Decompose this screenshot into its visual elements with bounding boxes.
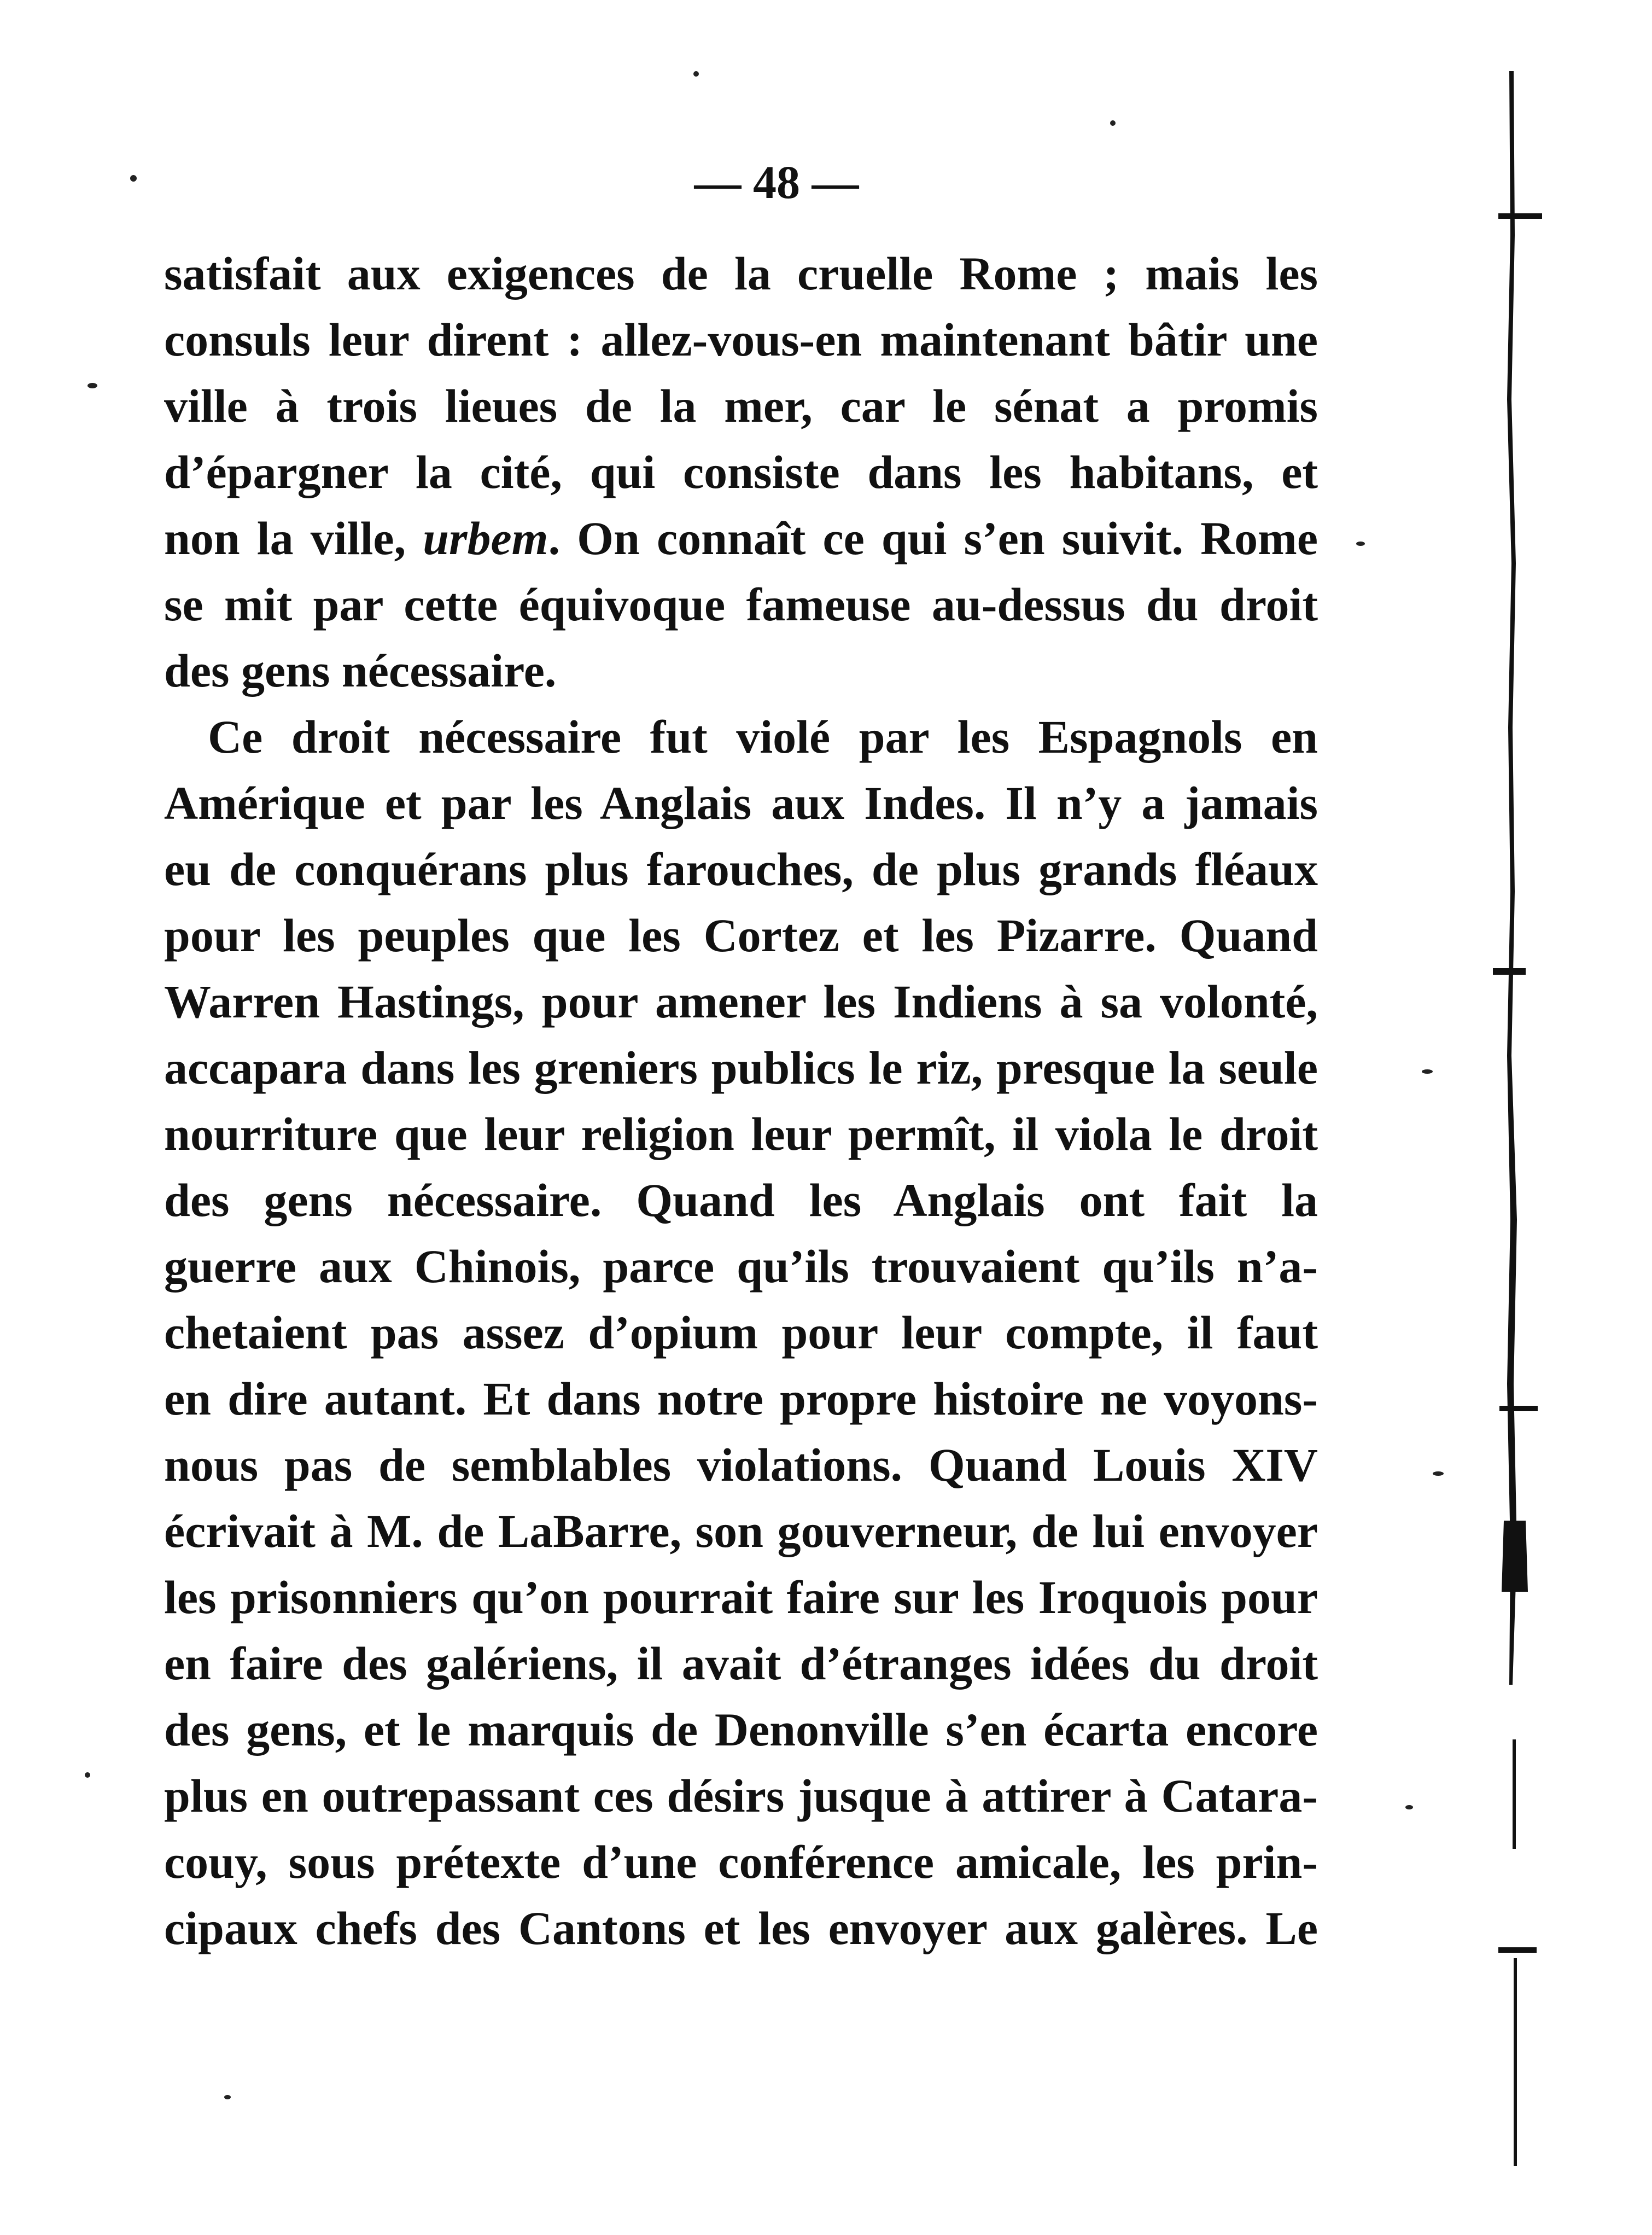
text-fragment: non la ville, [164,512,423,564]
text-line: d’épargner la cité, qui consiste dans les habitans, et [164,446,1318,498]
text-fragment: . On connaît ce qui s’en suivit. Rome [548,512,1318,564]
text-line: pour les peuples que les Cortez et les Pizarre. Quand [164,909,1318,962]
text-line: consuls leur dirent : allez-vous-en maintenant bâtir une [164,313,1318,366]
text-line: cipaux chefs des Cantons et les envoyer aux galères. Le [164,1902,1318,1954]
text-line: en dire autant. Et dans notre propre histoire ne voyons- [164,1372,1318,1425]
text-line: plus en outrepassant ces désirs jusque à attirer à Catara- [164,1770,1318,1822]
text-line: écrivait à M. de LaBarre, son gouverneur, de lui envoyer [164,1505,1318,1557]
scan-speck [224,2095,231,2099]
scan-speck [1433,1471,1444,1476]
scan-speck [1422,1069,1433,1074]
text-line: les prisonniers qu’on pourrait faire sur les Iroquois pour [164,1571,1318,1623]
text-line: se mit par cette équivoque fameuse au-dessus du droit [164,578,1318,631]
text-line: des gens nécessaire. [164,644,557,697]
text-line-with-italic [164,505,1318,572]
text-line: eu de conquérans plus farouches, de plus grands fléaux [164,843,1318,895]
text-line: chetaient pas assez d’opium pour leur compte, il faut [164,1306,1318,1359]
text-line: des gens nécessaire. Quand les Anglais ont fait la [164,1174,1318,1226]
text-line: couy, sous prétexte d’une conférence amicale, les prin- [164,1836,1318,1888]
paragraph-start: Ce droit nécessaire fut violé par les Espagnols en [208,711,1318,763]
italic-word: urbem [423,512,548,564]
scan-speck [85,1772,90,1778]
scan-speck [1110,120,1116,126]
text-line: guerre aux Chinois, parce qu’ils trouvaient qu’ils n’a- [164,1240,1318,1293]
scan-speck [1405,1805,1413,1809]
text-line: nous pas de semblables violations. Quand Louis XIV [164,1439,1318,1491]
scan-speck [1356,542,1365,546]
scan-speck [693,71,699,77]
text-line: Amérique et par les Anglais aux Indes. Il n’y a jamais [164,777,1318,829]
text-line: des gens, et le marquis de Denonville s’en écarta encore [164,1703,1318,1756]
page-number: — 48 — [694,156,859,208]
text-line: Warren Hastings, pour amener les Indiens à sa volonté, [164,975,1318,1028]
scan-speck [87,383,97,388]
scan-speck [130,175,137,182]
text-line: nourriture que leur religion leur permît, il viola le droit [164,1108,1318,1160]
text-line: en faire des galériens, il avait d’étranges idées du droit [164,1637,1318,1690]
text-line: satisfait aux exigences de la cruelle Rome ; mais les [164,247,1318,300]
text-line: ville à trois lieues de la mer, car le sénat a promis [164,380,1318,432]
text-line: accapara dans les greniers publics le riz, presque la seule [164,1041,1318,1094]
binding-shadow [1487,71,1553,2204]
body-text [164,241,1318,1962]
